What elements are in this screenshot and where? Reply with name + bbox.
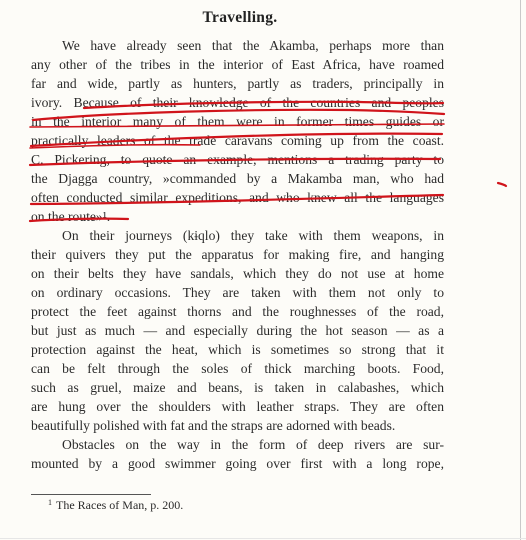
red-underline: [84, 102, 443, 108]
text-line: on ordinary occasions. They are taken with them not only to: [31, 285, 444, 300]
red-underline: [31, 134, 442, 146]
page-edge: [0, 538, 526, 539]
text-line: on the route»¹.: [31, 209, 111, 224]
text-line: practically leaders of the trade caravans coming up from the coast.: [31, 133, 444, 148]
red-underline: [31, 195, 443, 204]
text-line: but just as much — and especially during the hot season — as a: [31, 323, 444, 338]
text-line: on their belts they have sandals, which they do not use at home: [31, 266, 444, 281]
text-line: Obstacles on the way in the form of deep rivers are sur-: [62, 437, 444, 452]
text-line: any other of the tribes in the interior of East Africa, have roamed: [31, 57, 444, 72]
page-edge: [520, 0, 521, 540]
text-line: On their journeys (kɨqlo) they take with them weapons, in: [62, 228, 444, 243]
text-line: the Djagga country, »commanded by a Makamba man, who had: [31, 171, 444, 186]
text-line: often conducted similar expeditions, and who knew all the languages: [31, 190, 444, 205]
red-underline: [30, 219, 128, 221]
text-line: far and wide, partly as hunters, partly as traders, principally in: [31, 76, 444, 91]
text-line: We have already seen that the Akamba, perhaps more than: [62, 38, 444, 53]
red-underline: [33, 110, 444, 120]
text-line: are hung over the shoulders with leather straps. They are often: [31, 399, 444, 414]
text-line: beautifully polished with fat and the straps are adorned with beads.: [31, 418, 396, 433]
text-line: such as gruel, maize and beans, is taken in calabashes, which: [31, 380, 444, 395]
text-line: can be felt through the soles of thick marching boots. Food,: [31, 361, 444, 376]
red-underline: [30, 124, 444, 127]
text-line: C. Pickering, to quote an example, mentions a trading party to: [31, 152, 444, 167]
text-line: mounted by a good swimmer going over first with a long rope,: [31, 456, 444, 471]
text-line: ivory. Because of their knowledge of the countries and peoples: [31, 95, 444, 110]
footnote-marker: 1: [48, 498, 52, 507]
text-line: in the interior many of them were in former times guides or: [31, 114, 444, 129]
text-line: their quivers they put the apparatus for making fire, and hanging: [31, 247, 444, 262]
text-line: protection against the heat, which is sometimes so strong that it: [31, 342, 444, 357]
footnote-text: The Races of Man, p. 200.: [56, 498, 184, 512]
text-line: protect the feet against thorns and the roughnesses of the road,: [31, 304, 444, 319]
red-underline: [498, 183, 506, 186]
page-heading: Travelling.: [202, 9, 278, 26]
red-underline: [30, 159, 440, 165]
